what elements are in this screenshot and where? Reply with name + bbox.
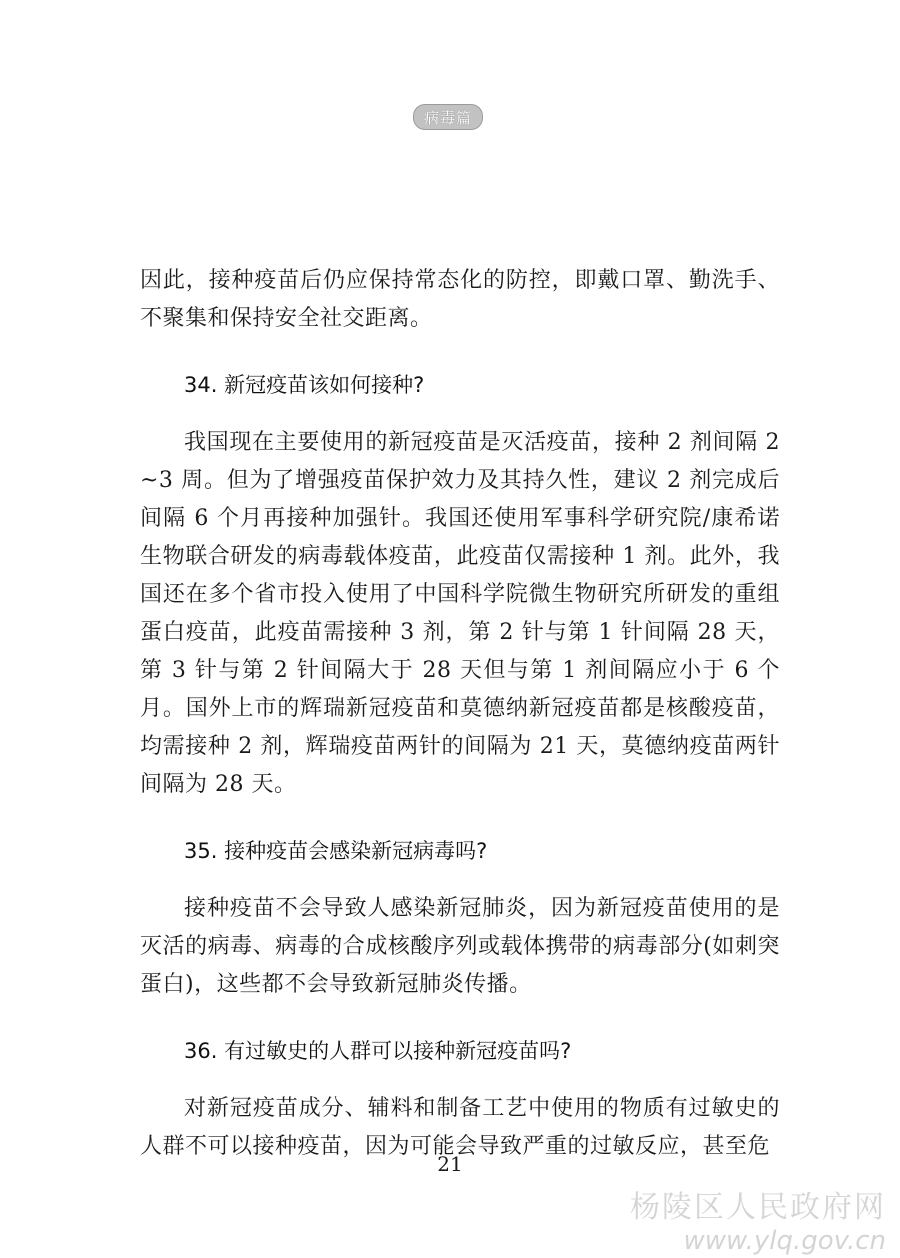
page-content	[140, 262, 780, 1166]
page-number: 21	[437, 1152, 463, 1176]
question-heading-35: 35. 接种疫苗会感染新冠病毒吗?	[184, 839, 488, 863]
answer-paragraph-35: 接种疫苗不会导致人感染新冠肺炎，因为新冠疫苗使用的是灭活的病毒、病毒的合成核酸序列或载体携带的病毒部分(如刺突蛋白)，这些都不会导致新冠肺炎传播。	[140, 896, 780, 997]
watermark-site-name: 杨陵区人民政府网	[630, 1190, 886, 1225]
answer-paragraph-34: 我国现在主要使用的新冠疫苗是灭活疫苗，接种 2 剂间隔 2 ~3 周。但为了增强疫苗保护效力及其持久性，建议 2 剂完成后间隔 6 个月再接种加强针。我国还使用军事科学研究院/康希诺生物联合研发的病毒载体疫苗，此疫苗仅需接种 1 剂。此外，我国还在多个省市投入使用了中国科学院微生物研究所研发的重组蛋白疫苗，此疫苗需接种 3 剂，第 2 针与第 1 针间隔 28 天，第 3 针与第 2 针间隔大于 28 天但与第 1 剂间隔应小于 6 个月。国外上市的辉瑞新冠疫苗和莫德纳新冠疫苗都是核酸疫苗，均需接种 2 剂，辉瑞疫苗两针的间隔为 21 天，莫德纳疫苗两针间隔为 28 天。	[140, 430, 780, 797]
paragraph: 因此，接种疫苗后仍应保持常态化的防控，即戴口罩、勤洗手、不聚集和保持安全社交距离。	[140, 268, 780, 331]
section-badge: 病毒篇	[413, 104, 483, 130]
watermark-url: www.ylq.gov.cn	[683, 1226, 886, 1256]
question-heading-36: 36. 有过敏史的人群可以接种新冠疫苗吗?	[184, 1039, 572, 1063]
answer-paragraph-36: 对新冠疫苗成分、辅料和制备工艺中使用的物质有过敏史的人群不可以接种疫苗，因为可能会导致严重的过敏反应，甚至危	[140, 1096, 780, 1159]
question-heading-34: 34. 新冠疫苗该如何接种?	[184, 373, 425, 397]
site-watermark	[630, 1182, 886, 1256]
